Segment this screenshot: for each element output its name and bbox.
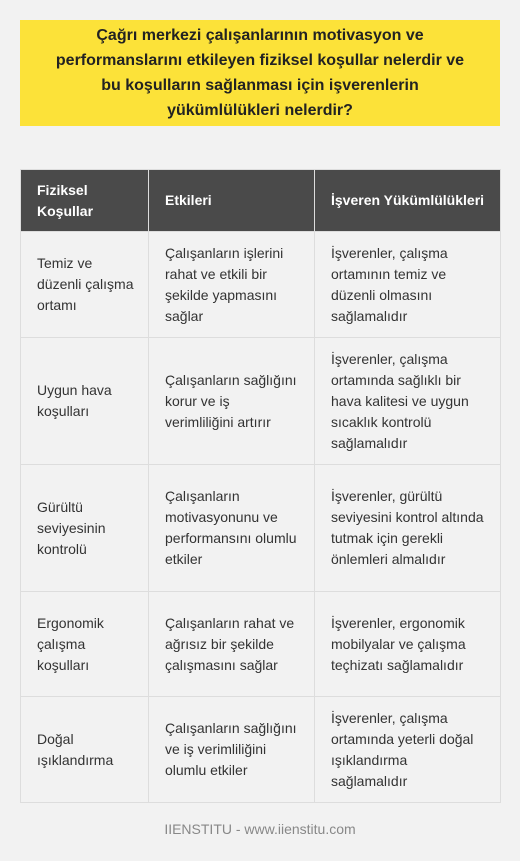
table-row	[21, 592, 501, 697]
condition-cell: Doğal ışıklandırma	[21, 697, 149, 803]
table-header-row	[21, 170, 501, 232]
footer-credit: IIENSTITU - www.iienstitu.com	[164, 821, 356, 837]
header-effects: Etkileri	[149, 170, 315, 232]
effect-cell: Çalışanların sağlığını korur ve iş verimliliğini artırır	[149, 338, 315, 465]
condition-cell: Gürültü seviyesinin kontrolü	[21, 465, 149, 592]
table-row	[21, 338, 501, 465]
effect-cell: Çalışanların işlerini rahat ve etkili bir şekilde yapmasını sağlar	[149, 232, 315, 338]
obligation-cell: İşverenler, gürültü seviyesini kontrol altında tutmak için gerekli önlemleri almalıdır	[315, 465, 501, 592]
table-row	[21, 697, 501, 803]
effect-cell: Çalışanların sağlığını ve iş verimliliğini olumlu etkiler	[149, 697, 315, 803]
obligation-cell: İşverenler, ergonomik mobilyalar ve çalışma teçhizatı sağlamalıdır	[315, 592, 501, 697]
effect-cell: Çalışanların rahat ve ağrısız bir şekilde çalışmasını sağlar	[149, 592, 315, 697]
conditions-table	[20, 169, 501, 803]
title-banner	[20, 20, 500, 126]
header-physical-conditions: Fiziksel Koşullar	[21, 170, 149, 232]
obligation-cell: İşverenler, çalışma ortamında sağlıklı bir hava kalitesi ve uygun sıcaklık kontrolü sağlamalıdır	[315, 338, 501, 465]
condition-cell: Uygun hava koşulları	[21, 338, 149, 465]
table-row	[21, 465, 501, 592]
effect-cell: Çalışanların motivasyonunu ve performansını olumlu etkiler	[149, 465, 315, 592]
table-row	[21, 232, 501, 338]
obligation-cell: İşverenler, çalışma ortamının temiz ve düzenli olmasını sağlamalıdır	[315, 232, 501, 338]
obligation-cell: İşverenler, çalışma ortamında yeterli doğal ışıklandırma sağlamalıdır	[315, 697, 501, 803]
header-employer-obligations: İşveren Yükümlülükleri	[315, 170, 501, 232]
condition-cell: Temiz ve düzenli çalışma ortamı	[21, 232, 149, 338]
condition-cell: Ergonomik çalışma koşulları	[21, 592, 149, 697]
page-title: Çağrı merkezi çalışanlarının motivasyon ve performanslarını etkileyen fiziksel koşullar nelerdir ve bu koşulların sağlanması için işverenlerin yükümlülükleri nelerdir?	[55, 27, 465, 119]
